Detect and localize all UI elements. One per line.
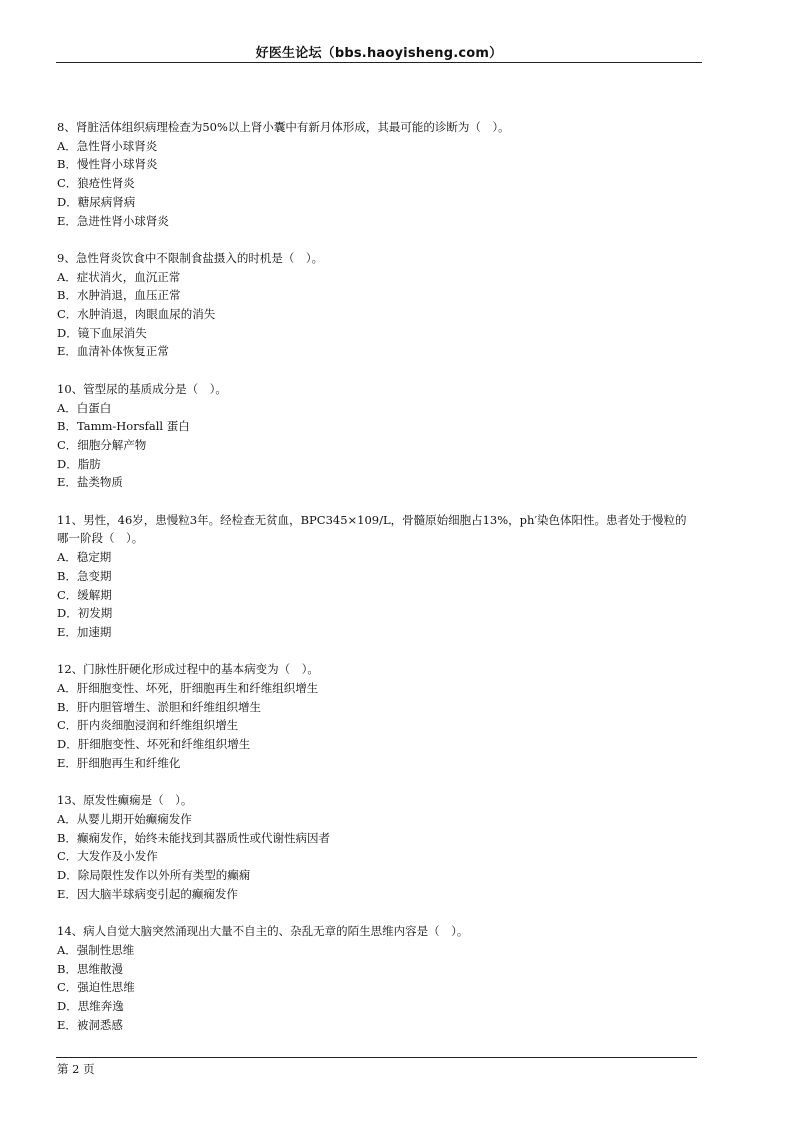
answer-option-e: E．血清补体恢复正常 [57,344,169,359]
answer-option-d: D．除局限性发作以外所有类型的癫痫 [57,868,251,883]
answer-option-b: B．Tamm-Horsfall 蛋白 [57,419,190,434]
answer-option-b: B．水肿消退，血压正常 [57,288,181,303]
answer-option-d: D．糖尿病肾病 [57,194,136,209]
question-stem: 10、管型尿的基质成分是（ ）。 [57,381,227,396]
answer-option-c: C．细胞分解产物 [57,437,147,452]
answer-option-b: B．思维散漫 [57,961,123,976]
question-item [57,118,697,230]
question-list [57,118,697,1034]
answer-option-a: A．急性肾小球肾炎 [57,138,158,153]
answer-option-a: A．白蛋白 [57,400,112,415]
answer-option-e: E．加速期 [57,624,112,639]
question-item [57,249,697,361]
page-header-title: 好医生论坛（bbs.haoyisheng.com） [255,46,503,61]
answer-option-c: C．缓解期 [57,587,112,602]
answer-option-b: B．急变期 [57,568,112,583]
answer-option-e: E．肝细胞再生和纤维化 [57,755,181,770]
answer-option-a: A．肝细胞变性、坏死，肝细胞再生和纤维组织增生 [57,681,319,696]
answer-option-b: B．慢性肾小球肾炎 [57,157,158,172]
answer-option-d: D．思维奔逸 [57,998,124,1013]
answer-option-a: A．强制性思维 [57,942,135,957]
question-item [57,660,697,772]
answer-option-d: D．脂肪 [57,456,101,471]
header-divider [56,62,702,63]
question-item [57,922,697,1034]
answer-option-e: E．盐类物质 [57,475,123,490]
footer-divider [56,1057,697,1058]
question-stem: 12、门脉性肝硬化形成过程中的基本病变为（ ）。 [57,662,319,677]
question-item [57,791,697,903]
answer-option-b: B．肝内胆管增生、淤胆和纤维组织增生 [57,699,261,714]
question-stem: 11、男性，46岁，患慢粒3年。经检查无贫血，BPC345×109/L，骨髓原始细胞占13%，ph′染色体阳性。患者处于慢粒的哪一阶段（ ）。 [57,512,687,546]
answer-option-e: E．因大脑半球病变引起的癫痫发作 [57,886,238,901]
page-number: 第 2 页 [57,1062,95,1076]
answer-option-a: A．症状消火，血沉正常 [57,269,181,284]
question-item [57,511,697,642]
answer-option-e: E．被洞悉感 [57,1017,123,1032]
answer-option-c: C．强迫性思维 [57,980,135,995]
question-stem: 8、肾脏活体组织病理检查为50%以上肾小囊中有新月体形成，其最可能的诊断为（ ）。 [57,120,510,134]
answer-option-c: C．水肿消退，肉眼血尿的消失 [57,307,216,322]
question-stem: 14、病人自觉大脑突然涌现出大量不自主的、杂乱无章的陌生思维内容是（ ）。 [57,924,469,939]
answer-option-a: A．稳定期 [57,550,112,565]
answer-option-c: C．狼疮性肾炎 [57,176,135,191]
answer-option-c: C．肝内炎细胞浸润和纤维组织增生 [57,718,239,733]
answer-option-c: C．大发作及小发作 [57,849,158,864]
answer-option-e: E．急进性肾小球肾炎 [57,213,169,228]
question-stem: 9、急性肾炎饮食中不限制食盐摄入的时机是（ ）。 [57,250,324,265]
question-item [57,380,697,492]
answer-option-d: D．初发期 [57,606,113,621]
answer-option-d: D．肝细胞变性、坏死和纤维组织增生 [57,737,251,752]
question-stem: 13、原发性癫痫是（ ）。 [57,793,193,808]
answer-option-a: A．从婴儿期开始癫痫发作 [57,811,192,826]
answer-option-b: B．癫痫发作，始终未能找到其器质性或代谢性病因者 [57,830,330,845]
answer-option-d: D．镜下血尿消失 [57,325,147,340]
